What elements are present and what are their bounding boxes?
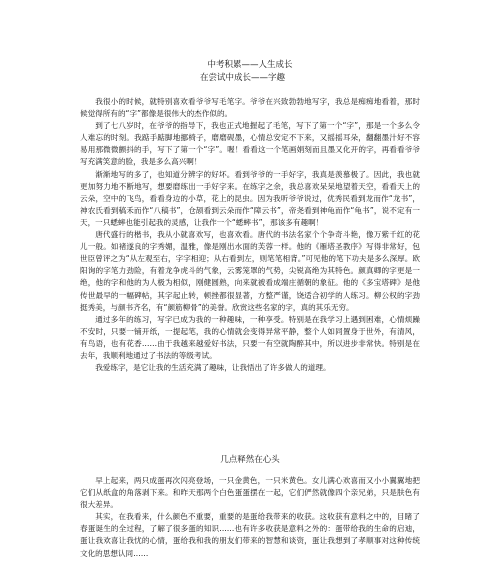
article-heading: 中考积累——人生成长	[207, 60, 293, 70]
section-body	[80, 475, 420, 560]
paragraph: 我爱练字，是它让我的生活充满了趣味，让我悟出了许多做人的道理。	[95, 363, 331, 373]
section-heading: 几点释然在心头	[220, 455, 280, 465]
paragraph: 通过多年的练习，写字已成为我的一种趣味，一种享受。特别是在我学习上遇到困难，心情烦躁不安时，只要一铺开纸，一提起笔，我的心情就会变得异常平静，整个人如同置身于世外，有清风，有鸟语，也有花香……由于我越来越爱好书法，只要一有空就陶醉其中，所以进步非常快。特别是在去年，我顺利地通过了书法的等级考试。	[80, 314, 420, 360]
paragraph: 到了七八岁时，在爷爷的指导下，我也正式地握起了毛笔，写下了第一个“字”，那是一个多么令人难忘的时刻。我踮手踮脚地挪椅子，磨磨砚墨，心情总安定不下来，又摇摇耳朵，翻翻墨汁好不容易用那微微颤抖的手，写下了第一个“字”。喔！看看这一个笔画娟刻而且墨又化开的字，再看看爷爷写充满笑意的脸，我是多么高兴啊！	[80, 121, 420, 167]
paragraph: 早上起来，两只成蛋再次闪亮登场，一只金黄色，一只米黄色。女儿满心欢喜而又小小翼翼地把它们从纸盒的角落剥下来。和昨天那两个白色蛋蛋摆在一起，它们俨然就像四个亲兄弟，只是肤色有很大差异。	[80, 476, 420, 510]
article-subheading: 在尝试中成长——字趣	[200, 73, 286, 83]
article-body	[80, 96, 420, 374]
paragraph: 渐渐地写的多了，也知道分辨字的好坏。看到爷爷的一手好字，我真是羡慕极了。因此，我也就更加努力地不断地写，想要磨练出一手好字来。在练字之余，我总喜欢呆呆地望着天空，看看天上的云朵，空中的飞鸟，看看身边的小草，花上的昆虫。因为我听爷爷说过，优秀民看到龙而作“龙书”，神农氏看到稿禾而作“八稿书”，仓颉看到云朵而作“障云书”，帝尧看到神龟而作“龟书”，说不定有一天，一只蟋蟀也能引起我的灵感，让我作一个“蟋蟀书”，那该多有趣啊！	[80, 169, 420, 227]
paragraph: 我很小的时候，就特别喜欢看爷爷写毛笔字。爷爷在兴致勃勃地写字，我总是痴痴地看着，那时候觉得所有的“字”都像是很伟大的杰作似的。	[80, 97, 420, 119]
paragraph: 唐代盛行的楷书，我从小就喜欢写，也喜欢看。唐代的书法名家个个争奇斗艳，像万紫千红的花儿一般。如褚遂良的字秀媚，温雅，像是刚出水面的芙蓉一样。他的《雁塔圣教序》写得非常好，包世臣曾评之为“从左观至右，字字相迎；从右看到左，则笔笔相背。”可见他的笔下功夫是多么深厚。欧阳询的字笔力劲险，有着龙争虎斗的气象，云雾笼罩的气势，尖锐高绝为其特色。颜真卿的字更是一绝，他的字和他的为人极为相似，刚健圆熟，向来就被看成端庄循朝的象征。他的《多宝塔碑》是他传世最早的一幅碑帖，其字起止转，顿挫都很显著，方整严谨，饶适合初学的人练习。柳公权的字劲挺秀美，与颜书齐名，有“颜筋柳骨”的美誉。欣赏这些名家的字，真的其乐无穷。	[80, 230, 420, 312]
paragraph: 其实，在我看来，什么颜色不重要，重要的是蛋给我带来的收获。这收获有意料之中的，目睹了春蛋诞生的全过程，了解了很多蛋的知识……也有许多收获是意料之外的：蛋带给我的生命的启迪，蛋让我欢喜让我忧的心情，蛋给我和我的朋友们带来的智慧和谈资，蛋让我想到了孝顺事对这种传统文化的思想认同……	[80, 512, 420, 558]
